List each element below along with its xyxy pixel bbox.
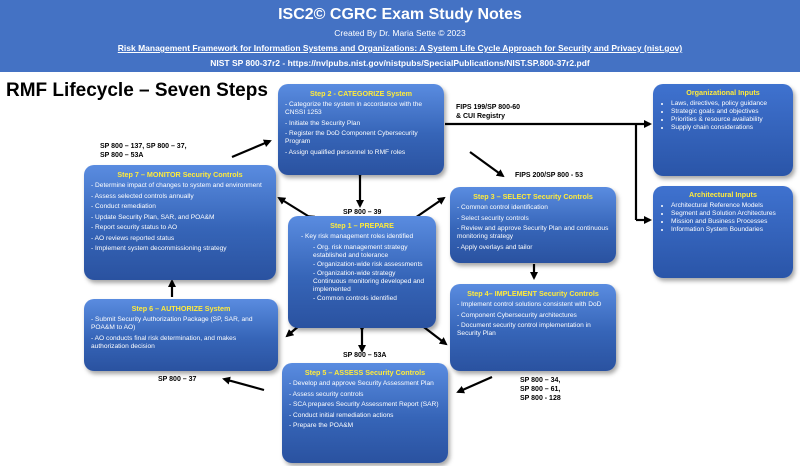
step6-title: Step 6 – AUTHORIZE System bbox=[131, 304, 231, 313]
step2-item: - Register the DoD Component Cybersecurity Program bbox=[285, 130, 418, 145]
step1-item: - Common controls identified bbox=[313, 294, 397, 302]
step7-item: - Report security status to AO bbox=[91, 224, 178, 231]
step3-item: - Select security controls bbox=[457, 214, 529, 222]
ref-sp34-61-128 bbox=[520, 376, 561, 403]
step7-item: - Determine impact of changes to system and environment bbox=[91, 182, 262, 189]
step7-item: - AO reviews reported status bbox=[91, 234, 175, 242]
org-input-item: • Supply chain considerations bbox=[671, 124, 787, 132]
step2-item: - Assign qualified personnel to RMF roles bbox=[285, 148, 406, 156]
step4-implement-box bbox=[450, 284, 616, 371]
step5-item: - Conduct initial remediation actions bbox=[289, 411, 394, 419]
step7-item: - Update Security Plan, SAR, and POA&M bbox=[91, 213, 215, 221]
arrow-step7-to-step2 bbox=[232, 141, 270, 157]
org-input-item: • Laws, directives, policy guidance bbox=[671, 100, 787, 108]
step4-item: - Implement control solutions consistent with DoD bbox=[457, 301, 602, 308]
step5-item: - Prepare the POA&M bbox=[289, 422, 354, 429]
ref-sp37: SP 800 – 37 bbox=[158, 376, 197, 383]
author-line: Created By Dr. Maria Sette © 2023 bbox=[334, 28, 466, 38]
arrow-step1-step7 bbox=[279, 198, 308, 216]
step5-title: Step 5 – ASSESS Security Controls bbox=[304, 368, 426, 377]
step7-item: - Conduct remediation bbox=[91, 203, 156, 210]
step3-item: - Apply overlays and tailor bbox=[457, 243, 533, 251]
step1-title: Step 1 – PREPARE bbox=[330, 221, 394, 230]
ref-sp34: SP 800 – 34, bbox=[520, 377, 561, 384]
step6-authorize-box bbox=[84, 299, 278, 371]
section-heading: RMF Lifecycle – Seven Steps bbox=[6, 80, 268, 101]
ref-sp128: SP 800 - 128 bbox=[520, 395, 561, 402]
arrow-step2-to-step3 bbox=[470, 152, 503, 176]
step5-item: - Assess security controls bbox=[289, 390, 364, 398]
ref-sp137-b: SP 800 – 53A bbox=[100, 152, 144, 159]
step6-item: - Submit Security Authorization Package (SP, SAR, and POA&M to AO) bbox=[91, 316, 253, 331]
subtitle-link[interactable]: Risk Management Framework for Information Systems and Organizations: A System Life Cycle Approach for Security and Privacy (nist.gov) bbox=[117, 43, 683, 53]
ref-fips199-text: FIPS 199/SP 800-60 bbox=[456, 104, 521, 111]
ref-sp61: SP 800 – 61, bbox=[520, 386, 561, 393]
ref-sp137-a: SP 800 – 137, SP 800 – 37, bbox=[100, 143, 187, 150]
step5-item: - SCA prepares Security Assessment Report (SAR) bbox=[289, 401, 439, 408]
step3-select-box bbox=[450, 187, 616, 263]
ref-fips200: FIPS 200/SP 800 - 53 bbox=[515, 172, 583, 179]
step2-item: - Categorize the system in accordance with the CNSSI 1253 bbox=[285, 101, 423, 116]
step2-categorize-box bbox=[278, 84, 444, 175]
step4-title: Step 4– IMPLEMENT Security Controls bbox=[467, 289, 599, 298]
step1-prepare-box bbox=[288, 216, 436, 328]
architectural-inputs-box bbox=[653, 186, 793, 278]
step3-item: - Common control identification bbox=[457, 204, 548, 211]
step1-item: - Key risk management roles identified bbox=[301, 233, 414, 240]
step2-item: - Initiate the Security Plan bbox=[285, 119, 361, 127]
step3-item: - Review and approve Security Plan and continuous monitoring strategy bbox=[457, 225, 609, 240]
org-input-item: • Priorities & resource availability bbox=[671, 116, 787, 124]
ref-sp53a: SP 800 – 53A bbox=[343, 352, 387, 359]
org-input-item: • Strategic goals and objectives bbox=[671, 108, 787, 116]
step5-assess-box bbox=[282, 363, 448, 463]
arrow-step4-to-step5 bbox=[458, 377, 492, 392]
step6-item: - AO conducts final risk determination, and makes authorization decision bbox=[91, 334, 237, 350]
ref-sp39: SP 800 – 39 bbox=[343, 209, 382, 216]
step4-item: - Document security control implementation in Security Plan bbox=[457, 322, 591, 337]
arrow-step5-to-step6 bbox=[224, 379, 264, 390]
arch-input-item: • Information System Boundaries bbox=[671, 226, 787, 234]
org-inputs-title: Organizational Inputs bbox=[686, 88, 760, 97]
arch-input-item: • Segment and Solution Architectures bbox=[671, 210, 787, 218]
step7-monitor-box bbox=[84, 165, 276, 280]
source-link[interactable]: NIST SP 800-37r2 - https://nvlpubs.nist.gov/nistpubs/SpecialPublications/NIST.SP.800-37r2.pdf bbox=[210, 58, 590, 68]
step4-item: - Component Cybersecurity architectures bbox=[457, 311, 577, 319]
ref-cui-text: & CUI Registry bbox=[456, 113, 506, 120]
step1-item: - Org. risk management strategy established and tolerance bbox=[313, 243, 408, 259]
arch-input-item: • Architectural Reference Models bbox=[671, 202, 787, 210]
step1-item: - Organization-wide strategy Continuous monitoring developed and implemented bbox=[313, 269, 425, 293]
page-title: ISC2© CGRC Exam Study Notes bbox=[278, 6, 522, 23]
step7-title: Step 7 – MONITOR Security Controls bbox=[117, 170, 243, 179]
ref-sp137 bbox=[100, 142, 187, 160]
step2-title: Step 2 - CATEGORIZE System bbox=[309, 89, 413, 98]
step3-title: Step 3 – SELECT Security Controls bbox=[473, 192, 593, 201]
step7-item: - Assess selected controls annually bbox=[91, 192, 194, 200]
arch-inputs-title: Architectural Inputs bbox=[689, 190, 757, 199]
arch-input-item: • Mission and Business Processes bbox=[671, 218, 787, 226]
organizational-inputs-box bbox=[653, 84, 793, 176]
ref-fips199 bbox=[456, 103, 520, 121]
step7-item: - Implement system decommissioning strategy bbox=[91, 245, 227, 252]
step5-item: - Develop and approve Security Assessment Plan bbox=[289, 380, 434, 387]
step1-item: - Organization-wide risk assessments bbox=[313, 260, 423, 268]
